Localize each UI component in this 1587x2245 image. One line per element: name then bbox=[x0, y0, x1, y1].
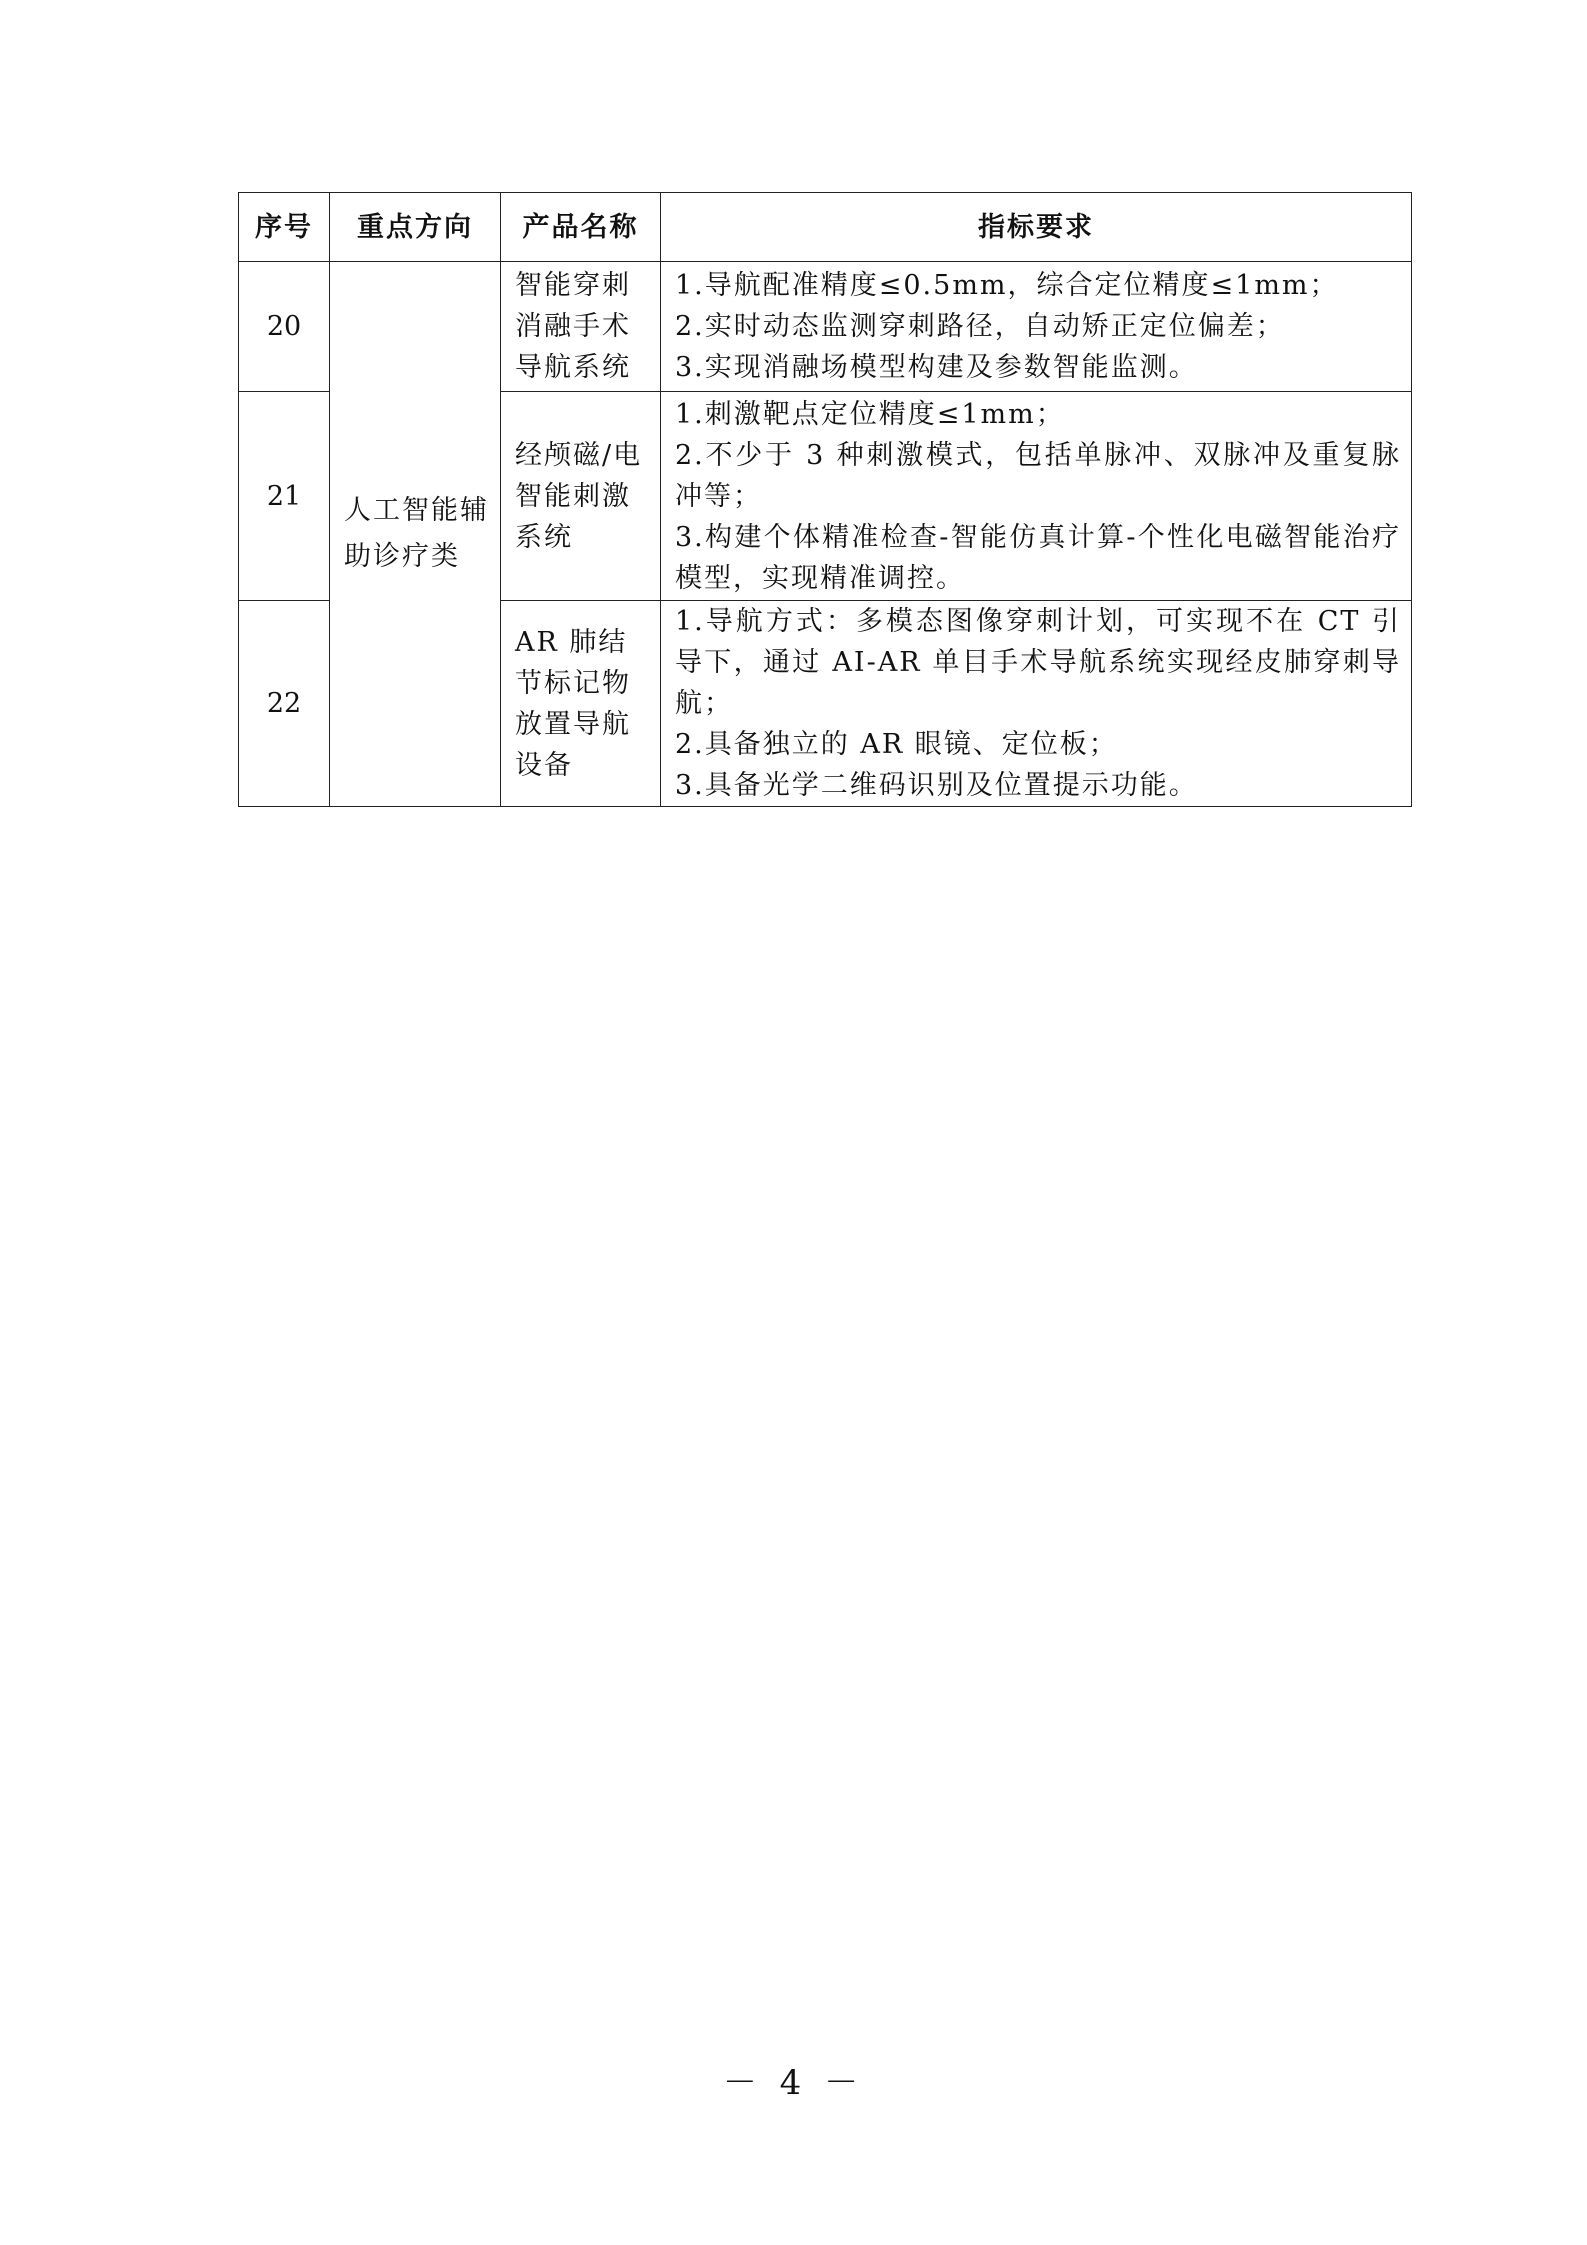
requirement-line: 1.导航配准精度≤0.5mm，综合定位精度≤1mm； bbox=[675, 270, 1339, 301]
page-number: － 4 － bbox=[722, 2063, 865, 2103]
requirement-line: 1.刺激靶点定位精度≤1mm； bbox=[675, 398, 1065, 430]
row-requirements bbox=[661, 262, 1412, 392]
row-product: AR 肺结节标记物放置导航设备 bbox=[501, 601, 661, 807]
requirement-line: 2.不少于 3 种刺激模式，包括单脉冲、双脉冲及重复脉冲等； bbox=[675, 439, 1401, 512]
header-requirements: 指标要求 bbox=[661, 193, 1412, 262]
row-product: 智能穿刺消融手术导航系统 bbox=[501, 262, 661, 392]
header-product: 产品名称 bbox=[501, 193, 661, 262]
requirement-line: 3.构建个体精准检查-智能仿真计算-个性化电磁智能治疗模型，实现精准调控。 bbox=[675, 521, 1401, 594]
table-row bbox=[239, 262, 1412, 392]
header-index: 序号 bbox=[239, 193, 330, 262]
requirement-line: 2.实时动态监测穿刺路径，自动矫正定位偏差； bbox=[675, 311, 1285, 342]
row-index: 21 bbox=[239, 392, 330, 601]
row-index: 20 bbox=[239, 262, 330, 392]
row-direction: 人工智能辅助诊疗类 bbox=[330, 262, 501, 807]
header-direction: 重点方向 bbox=[330, 193, 501, 262]
requirement-line: 2.具备独立的 AR 眼镜、定位板； bbox=[675, 729, 1118, 760]
row-product: 经颅磁/电智能刺激系统 bbox=[501, 392, 661, 601]
row-index: 22 bbox=[239, 601, 330, 807]
requirement-line: 3.具备光学二维码识别及位置提示功能。 bbox=[675, 770, 1198, 801]
row-requirements bbox=[661, 392, 1412, 601]
requirement-line: 3.实现消融场模型构建及参数智能监测。 bbox=[675, 352, 1198, 383]
row-requirements bbox=[661, 601, 1412, 807]
spec-table bbox=[238, 192, 1412, 807]
header-row bbox=[239, 193, 1412, 262]
requirement-line: 1.导航方式：多模态图像穿刺计划，可实现不在 CT 引导下，通过 AI-AR 单目手术导航系统实现经皮肺穿刺导航； bbox=[675, 606, 1401, 719]
